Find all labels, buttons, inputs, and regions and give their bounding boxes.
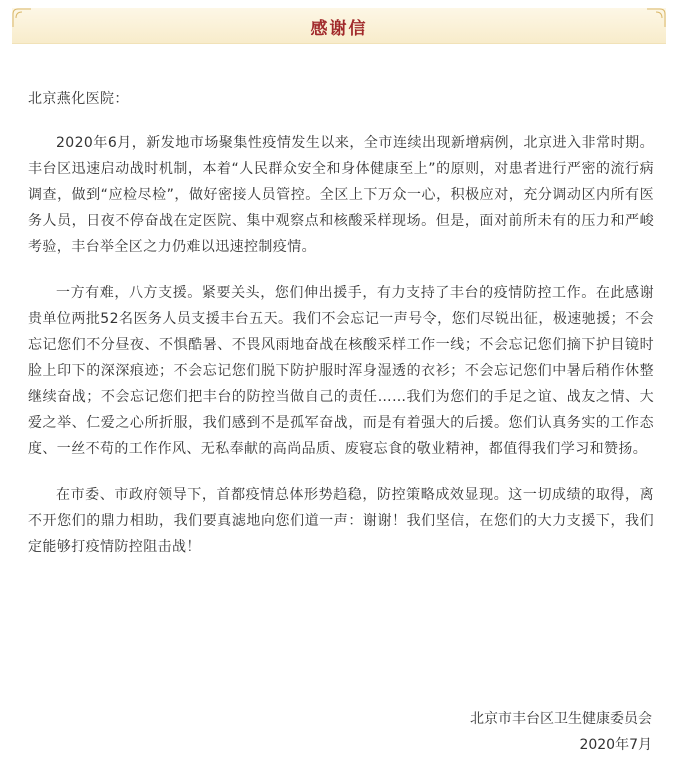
signature: 北京市丰台区卫生健康委员会 [470,711,652,727]
salutation: 北京燕化医院： [28,91,129,107]
letter-header-band [12,8,666,44]
paragraph-1: 2020年6月，新发地市场聚集性疫情发生以来，全市连续出现新增病例，北京进入非常时期。丰台区迅速启动战时机制，本着“人民群众安全和身体健康至上”的原则，对患者进行严密的流行病调查，做到“应检尽检”，做好密接人员管控。全区上下万众一心，积极应对，充分调动区内所有医务人员，日夜不停奋战在定医院、集中观察点和核酸采样现场。但是，面对前所未有的压力和严峻考验，丰台举全区之力仍难以迅速控制疫情。 [28,135,654,255]
paragraph-3: 在市委、市政府领导下，首都疫情总体形势趋稳，防控策略成效显现。这一切成绩的取得，离不开您们的鼎力相助，我们要真滤地向您们道一声：谢谢！我们坚信，在您们的大力支援下，我们定能够打疫情防控阻击战！ [28,487,654,555]
letter-title: 感谢信 [310,19,368,39]
letter-body [28,86,654,580]
signature-block [470,706,652,758]
corner-ornament-icon [646,8,666,28]
letter-date: 2020年7月 [579,737,652,753]
paragraph-2: 一方有难，八方支援。紧要关头，您们伸出援手，有力支持了丰台的疫情防控工作。在此感谢贵单位两批52名医务人员支援丰台五天。我们不会忘记一声号令，您们尽锐出征，极速驰援；不会忘记您们不分昼夜、不惧酷暑、不畏风雨地奋战在核酸采样工作一线；不会忘记您们摘下护目镜时脸上印下的深深痕迹；不会忘记您们脱下防护服时浑身湿透的衣衫；不会忘记您们中暑后稍作休整继续奋战；不会忘记您们把丰台的防控当做自己的责任……我们为您们的手足之谊、战友之情、大爱之举、仁爱之心所折服，我们感到不是孤军奋战，而是有着强大的后援。您们认真务实的工作态度、一丝不苟的工作作风、无私奉献的高尚品质、废寝忘食的敬业精神，都值得我们学习和赞扬。 [28,285,654,457]
